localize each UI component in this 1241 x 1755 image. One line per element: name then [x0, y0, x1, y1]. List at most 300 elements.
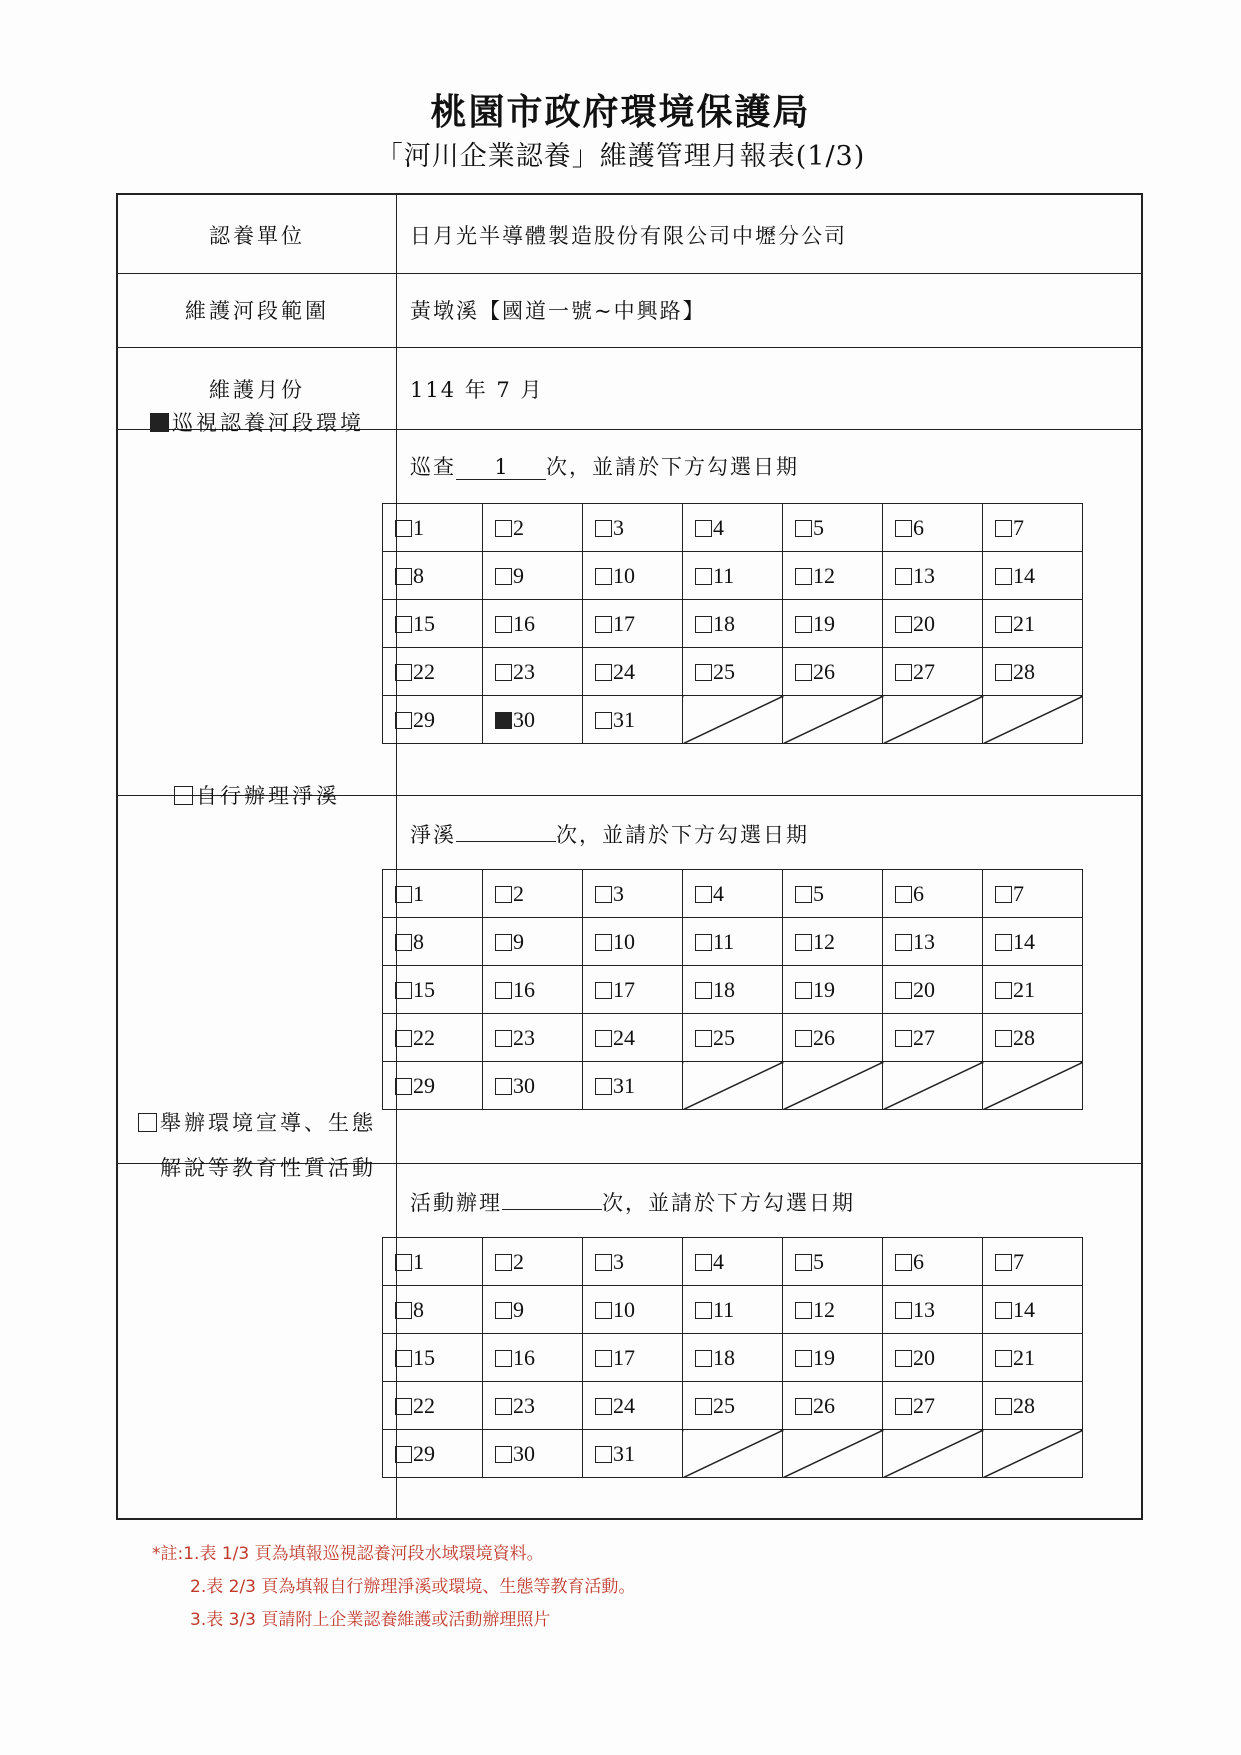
day-checkbox[interactable] — [595, 1030, 612, 1047]
river-section-label: 維護河段範圍 — [185, 299, 329, 323]
empty-cell — [883, 1430, 983, 1478]
day-cell[interactable] — [983, 504, 1083, 552]
day-number: 26 — [813, 1392, 835, 1418]
day-checkbox[interactable] — [995, 1398, 1012, 1415]
day-cell[interactable] — [483, 1382, 583, 1430]
day-number: 28 — [1013, 1024, 1035, 1050]
day-cell[interactable] — [883, 918, 983, 966]
day-checkbox[interactable] — [395, 1078, 412, 1095]
page-subtitle: 「河川企業認養」維護管理月報表(1/3) — [375, 141, 866, 172]
day-cell[interactable] — [583, 1286, 683, 1334]
day-cell[interactable] — [383, 600, 483, 648]
day-cell[interactable] — [483, 1334, 583, 1382]
section-label-text: 巡視認養河段環境 — [172, 411, 364, 435]
day-checkbox[interactable] — [895, 1350, 912, 1367]
day-number: 2 — [513, 1248, 524, 1274]
section-label — [118, 407, 396, 437]
day-number: 31 — [613, 1440, 635, 1466]
day-checkbox[interactable] — [595, 1078, 612, 1095]
day-checkbox[interactable] — [895, 1398, 912, 1415]
day-checkbox[interactable] — [895, 1302, 912, 1319]
day-checkbox[interactable] — [495, 1030, 512, 1047]
day-checkbox[interactable] — [595, 664, 612, 681]
day-checkbox[interactable] — [495, 934, 512, 951]
day-number: 20 — [913, 976, 935, 1002]
day-cell[interactable] — [383, 870, 483, 918]
day-cell[interactable] — [583, 1382, 683, 1430]
day-checkbox[interactable] — [995, 520, 1012, 537]
day-cell[interactable] — [883, 1334, 983, 1382]
day-cell[interactable] — [783, 966, 883, 1014]
day-number: 8 — [413, 1296, 424, 1322]
day-checkbox[interactable] — [795, 616, 812, 633]
day-cell[interactable] — [883, 600, 983, 648]
day-checkbox[interactable] — [895, 886, 912, 903]
month-value: 114 年 7 月 — [410, 378, 544, 402]
empty-cell — [683, 1430, 783, 1478]
day-cell[interactable] — [783, 552, 883, 600]
day-checkbox[interactable] — [495, 1350, 512, 1367]
day-checkbox[interactable] — [395, 1030, 412, 1047]
day-cell[interactable] — [783, 1286, 883, 1334]
day-cell[interactable] — [983, 1014, 1083, 1062]
day-number: 27 — [913, 658, 935, 684]
day-checkbox[interactable] — [395, 886, 412, 903]
day-checkbox[interactable] — [695, 568, 712, 585]
note-2: 2.表 2/3 頁為填報自行辦理淨溪或環境、生態等教育活動。 — [190, 1577, 636, 1597]
adopter-label: 認養單位 — [209, 224, 305, 248]
day-checkbox[interactable] — [695, 886, 712, 903]
day-checkbox[interactable] — [495, 982, 512, 999]
day-cell[interactable] — [783, 1014, 883, 1062]
day-number: 12 — [813, 928, 835, 954]
day-number: 5 — [813, 514, 824, 540]
day-number: 8 — [413, 562, 424, 588]
day-cell[interactable] — [883, 552, 983, 600]
day-number: 30 — [513, 1072, 535, 1098]
adopter-value: 日月光半導體製造股份有限公司中壢分公司 — [410, 224, 847, 248]
day-number: 1 — [413, 1248, 424, 1274]
day-cell[interactable] — [383, 1238, 483, 1286]
day-checkbox[interactable] — [995, 1302, 1012, 1319]
section-checkbox[interactable] — [138, 1113, 157, 1132]
day-number: 21 — [1013, 610, 1035, 636]
day-checkbox[interactable] — [895, 568, 912, 585]
day-cell[interactable] — [883, 648, 983, 696]
day-cell[interactable] — [483, 600, 583, 648]
day-number: 19 — [813, 976, 835, 1002]
footnotes — [152, 1538, 635, 1637]
day-cell[interactable] — [583, 966, 683, 1014]
day-checkbox[interactable] — [495, 664, 512, 681]
day-number: 7 — [1013, 880, 1024, 906]
empty-cell — [683, 696, 783, 744]
day-number: 16 — [513, 976, 535, 1002]
day-cell[interactable] — [783, 1238, 883, 1286]
date-grid — [382, 1237, 1083, 1478]
day-cell[interactable] — [383, 1382, 483, 1430]
day-number: 6 — [913, 514, 924, 540]
grid-row — [383, 1062, 1083, 1110]
day-checkbox[interactable] — [495, 1398, 512, 1415]
day-checkbox[interactable] — [595, 616, 612, 633]
day-number: 11 — [713, 928, 735, 954]
day-number: 4 — [713, 514, 724, 540]
day-checkbox[interactable] — [695, 1398, 712, 1415]
day-cell[interactable] — [683, 1382, 783, 1430]
day-checkbox[interactable] — [395, 712, 412, 729]
day-cell[interactable] — [483, 1286, 583, 1334]
day-number: 29 — [413, 706, 435, 732]
river-section-value: 黃墩溪【國道一號~中興路】 — [410, 299, 706, 323]
day-checkbox[interactable] — [595, 1398, 612, 1415]
instruction-suffix: 次，並請於下方勾選日期 — [602, 1191, 855, 1215]
day-number: 22 — [413, 1392, 435, 1418]
day-cell[interactable] — [983, 1334, 1083, 1382]
section-label — [118, 1152, 396, 1182]
day-number: 16 — [513, 610, 535, 636]
grid-row — [383, 552, 1083, 600]
day-cell[interactable] — [983, 1286, 1083, 1334]
day-checkbox[interactable] — [995, 568, 1012, 585]
day-cell[interactable] — [583, 504, 683, 552]
day-checkbox[interactable] — [795, 1254, 812, 1271]
day-cell[interactable] — [583, 1430, 683, 1478]
day-cell[interactable] — [483, 696, 583, 744]
day-checkbox[interactable] — [695, 1350, 712, 1367]
day-number: 4 — [713, 880, 724, 906]
day-cell[interactable] — [983, 648, 1083, 696]
day-checkbox[interactable] — [895, 520, 912, 537]
day-number: 9 — [513, 1296, 524, 1322]
grid-row — [383, 1382, 1083, 1430]
day-cell[interactable] — [383, 1430, 483, 1478]
day-number: 25 — [713, 658, 735, 684]
day-checkbox[interactable] — [795, 664, 812, 681]
day-checkbox[interactable] — [995, 616, 1012, 633]
day-cell[interactable] — [683, 1014, 783, 1062]
day-cell[interactable] — [383, 1334, 483, 1382]
day-checkbox[interactable] — [395, 1254, 412, 1271]
day-checkbox[interactable] — [995, 1350, 1012, 1367]
day-checkbox[interactable] — [395, 982, 412, 999]
day-cell[interactable] — [583, 600, 683, 648]
day-cell[interactable] — [383, 504, 483, 552]
day-cell[interactable] — [583, 552, 683, 600]
day-number: 23 — [513, 1024, 535, 1050]
day-number: 18 — [713, 610, 735, 636]
day-checkbox[interactable] — [895, 982, 912, 999]
day-cell[interactable] — [483, 648, 583, 696]
day-cell[interactable] — [983, 918, 1083, 966]
day-checkbox[interactable] — [895, 1030, 912, 1047]
day-number: 2 — [513, 880, 524, 906]
day-checkbox[interactable] — [395, 568, 412, 585]
day-checkbox[interactable] — [795, 934, 812, 951]
day-number: 13 — [913, 1296, 935, 1322]
day-number: 6 — [913, 1248, 924, 1274]
day-checkbox[interactable] — [595, 982, 612, 999]
day-cell[interactable] — [983, 870, 1083, 918]
day-checkbox[interactable] — [695, 982, 712, 999]
day-cell[interactable] — [783, 870, 883, 918]
day-number: 26 — [813, 1024, 835, 1050]
day-cell[interactable] — [983, 966, 1083, 1014]
day-checkbox[interactable] — [795, 1030, 812, 1047]
day-cell[interactable] — [483, 1430, 583, 1478]
day-checkbox[interactable] — [595, 568, 612, 585]
day-number: 17 — [613, 1344, 635, 1370]
day-number: 31 — [613, 1072, 635, 1098]
day-checkbox[interactable] — [795, 886, 812, 903]
day-cell[interactable] — [583, 1014, 683, 1062]
day-cell[interactable] — [383, 552, 483, 600]
instruction-prefix: 活動辦理 — [410, 1191, 502, 1215]
day-checkbox[interactable] — [895, 934, 912, 951]
grid-row — [383, 1238, 1083, 1286]
empty-cell — [883, 696, 983, 744]
grid-row — [383, 870, 1083, 918]
day-checkbox[interactable] — [495, 1302, 512, 1319]
row-divider — [118, 347, 1141, 348]
day-number: 4 — [713, 1248, 724, 1274]
empty-cell — [883, 1062, 983, 1110]
day-cell[interactable] — [483, 966, 583, 1014]
day-checkbox[interactable] — [695, 1030, 712, 1047]
day-checkbox[interactable] — [595, 520, 612, 537]
day-checkbox[interactable] — [795, 1398, 812, 1415]
day-cell[interactable] — [983, 552, 1083, 600]
day-cell[interactable] — [683, 918, 783, 966]
day-checkbox[interactable] — [895, 616, 912, 633]
day-checkbox[interactable] — [395, 1302, 412, 1319]
day-cell[interactable] — [383, 1286, 483, 1334]
day-cell[interactable] — [583, 1238, 683, 1286]
day-checkbox[interactable] — [595, 886, 612, 903]
day-checkbox[interactable] — [995, 982, 1012, 999]
day-number: 22 — [413, 658, 435, 684]
day-cell[interactable] — [583, 648, 683, 696]
day-number: 5 — [813, 880, 824, 906]
day-number: 10 — [613, 562, 635, 588]
day-checkbox[interactable] — [395, 1398, 412, 1415]
day-checkbox[interactable] — [495, 520, 512, 537]
page-title: 桃園市政府環境保護局 — [430, 91, 811, 133]
day-checkbox[interactable] — [795, 1350, 812, 1367]
day-checkbox[interactable] — [995, 886, 1012, 903]
empty-cell — [983, 1430, 1083, 1478]
day-checkbox[interactable] — [995, 934, 1012, 951]
day-checkbox[interactable] — [995, 1030, 1012, 1047]
day-cell[interactable] — [883, 1238, 983, 1286]
day-cell[interactable] — [683, 648, 783, 696]
section-instruction — [410, 451, 799, 481]
empty-cell — [783, 1430, 883, 1478]
day-cell[interactable] — [883, 1286, 983, 1334]
day-cell[interactable] — [883, 966, 983, 1014]
day-number: 7 — [1013, 514, 1024, 540]
day-number: 9 — [513, 562, 524, 588]
day-cell[interactable] — [783, 600, 883, 648]
day-checkbox[interactable] — [995, 1254, 1012, 1271]
day-cell[interactable] — [983, 1238, 1083, 1286]
day-cell[interactable] — [983, 1382, 1083, 1430]
day-cell[interactable] — [683, 1238, 783, 1286]
day-checkbox[interactable] — [695, 934, 712, 951]
day-checkbox[interactable] — [695, 664, 712, 681]
date-grid — [382, 869, 1083, 1110]
day-checkbox[interactable] — [695, 1302, 712, 1319]
day-number: 17 — [613, 610, 635, 636]
day-number: 30 — [513, 706, 535, 732]
day-cell[interactable] — [383, 1014, 483, 1062]
day-number: 24 — [613, 658, 635, 684]
day-cell[interactable] — [483, 552, 583, 600]
day-number: 20 — [913, 610, 935, 636]
day-checkbox[interactable] — [395, 664, 412, 681]
day-checkbox[interactable] — [395, 934, 412, 951]
day-checkbox[interactable] — [595, 712, 612, 729]
day-checkbox[interactable] — [495, 1254, 512, 1271]
day-checkbox[interactable] — [695, 1254, 712, 1271]
day-cell[interactable] — [983, 600, 1083, 648]
day-cell[interactable] — [883, 504, 983, 552]
day-number: 10 — [613, 928, 635, 954]
day-checkbox[interactable] — [395, 616, 412, 633]
day-checkbox[interactable] — [695, 616, 712, 633]
day-cell[interactable] — [683, 870, 783, 918]
instruction-prefix: 淨溪 — [410, 823, 456, 847]
day-cell[interactable] — [683, 552, 783, 600]
day-number: 27 — [913, 1392, 935, 1418]
day-checkbox[interactable] — [795, 520, 812, 537]
day-checkbox[interactable] — [495, 712, 512, 729]
section-checkbox[interactable] — [174, 786, 193, 805]
day-cell[interactable] — [383, 918, 483, 966]
day-checkbox[interactable] — [695, 520, 712, 537]
day-checkbox[interactable] — [495, 1446, 512, 1463]
day-cell[interactable] — [383, 966, 483, 1014]
day-cell[interactable] — [783, 1334, 883, 1382]
day-checkbox[interactable] — [795, 568, 812, 585]
day-checkbox[interactable] — [895, 664, 912, 681]
day-checkbox[interactable] — [395, 1446, 412, 1463]
count-field[interactable] — [502, 1185, 602, 1210]
day-number: 20 — [913, 1344, 935, 1370]
empty-cell — [983, 696, 1083, 744]
day-cell[interactable] — [383, 696, 483, 744]
count-field[interactable] — [456, 817, 556, 842]
day-cell[interactable] — [483, 1238, 583, 1286]
grid-row — [383, 1286, 1083, 1334]
day-cell[interactable] — [583, 918, 683, 966]
day-number: 14 — [1013, 562, 1035, 588]
day-number: 14 — [1013, 1296, 1035, 1322]
section-label — [118, 1107, 396, 1137]
day-checkbox[interactable] — [495, 1078, 512, 1095]
instruction-prefix: 巡查 — [410, 455, 456, 479]
day-cell[interactable] — [683, 966, 783, 1014]
day-number: 7 — [1013, 1248, 1024, 1274]
grid-row — [383, 1334, 1083, 1382]
day-checkbox[interactable] — [595, 1446, 612, 1463]
empty-cell — [783, 1062, 883, 1110]
day-checkbox[interactable] — [995, 664, 1012, 681]
day-cell[interactable] — [583, 696, 683, 744]
day-cell[interactable] — [483, 1062, 583, 1110]
section-label — [118, 780, 396, 810]
day-number: 26 — [813, 658, 835, 684]
day-number: 17 — [613, 976, 635, 1002]
day-number: 16 — [513, 1344, 535, 1370]
grid-row — [383, 1014, 1083, 1062]
day-cell[interactable] — [583, 1334, 683, 1382]
day-cell[interactable] — [383, 1062, 483, 1110]
day-cell[interactable] — [683, 1334, 783, 1382]
day-cell[interactable] — [383, 648, 483, 696]
instruction-suffix: 次，並請於下方勾選日期 — [556, 823, 809, 847]
day-cell[interactable] — [683, 1286, 783, 1334]
day-cell[interactable] — [683, 600, 783, 648]
day-checkbox[interactable] — [495, 886, 512, 903]
day-cell[interactable] — [783, 918, 883, 966]
day-checkbox[interactable] — [795, 1302, 812, 1319]
day-cell[interactable] — [783, 648, 883, 696]
day-checkbox[interactable] — [795, 982, 812, 999]
day-cell[interactable] — [883, 870, 983, 918]
day-number: 18 — [713, 976, 735, 1002]
day-checkbox[interactable] — [595, 1254, 612, 1271]
day-cell[interactable] — [583, 870, 683, 918]
day-cell[interactable] — [483, 918, 583, 966]
day-number: 3 — [613, 514, 624, 540]
count-field[interactable]: 1 — [456, 455, 546, 480]
day-cell[interactable] — [583, 1062, 683, 1110]
grid-row — [383, 966, 1083, 1014]
empty-cell — [783, 696, 883, 744]
day-number: 5 — [813, 1248, 824, 1274]
day-number: 30 — [513, 1440, 535, 1466]
day-number: 6 — [913, 880, 924, 906]
empty-cell — [983, 1062, 1083, 1110]
day-number: 28 — [1013, 658, 1035, 684]
day-cell[interactable] — [783, 504, 883, 552]
day-cell[interactable] — [683, 504, 783, 552]
grid-row — [383, 504, 1083, 552]
day-checkbox[interactable] — [495, 616, 512, 633]
day-checkbox[interactable] — [595, 934, 612, 951]
day-number: 31 — [613, 706, 635, 732]
day-checkbox[interactable] — [895, 1254, 912, 1271]
day-cell[interactable] — [783, 1382, 883, 1430]
day-checkbox[interactable] — [495, 568, 512, 585]
section-label-text: 舉辦環境宣導、生態 — [160, 1111, 376, 1135]
day-checkbox[interactable] — [395, 1350, 412, 1367]
day-cell[interactable] — [483, 504, 583, 552]
grid-row — [383, 696, 1083, 744]
day-checkbox[interactable] — [395, 520, 412, 537]
day-cell[interactable] — [883, 1382, 983, 1430]
day-cell[interactable] — [883, 1014, 983, 1062]
day-cell[interactable] — [483, 870, 583, 918]
day-checkbox[interactable] — [595, 1350, 612, 1367]
day-checkbox[interactable] — [595, 1302, 612, 1319]
section-checkbox[interactable] — [150, 413, 169, 432]
day-cell[interactable] — [483, 1014, 583, 1062]
day-number: 15 — [413, 1344, 435, 1370]
day-number: 9 — [513, 928, 524, 954]
day-number: 14 — [1013, 928, 1035, 954]
